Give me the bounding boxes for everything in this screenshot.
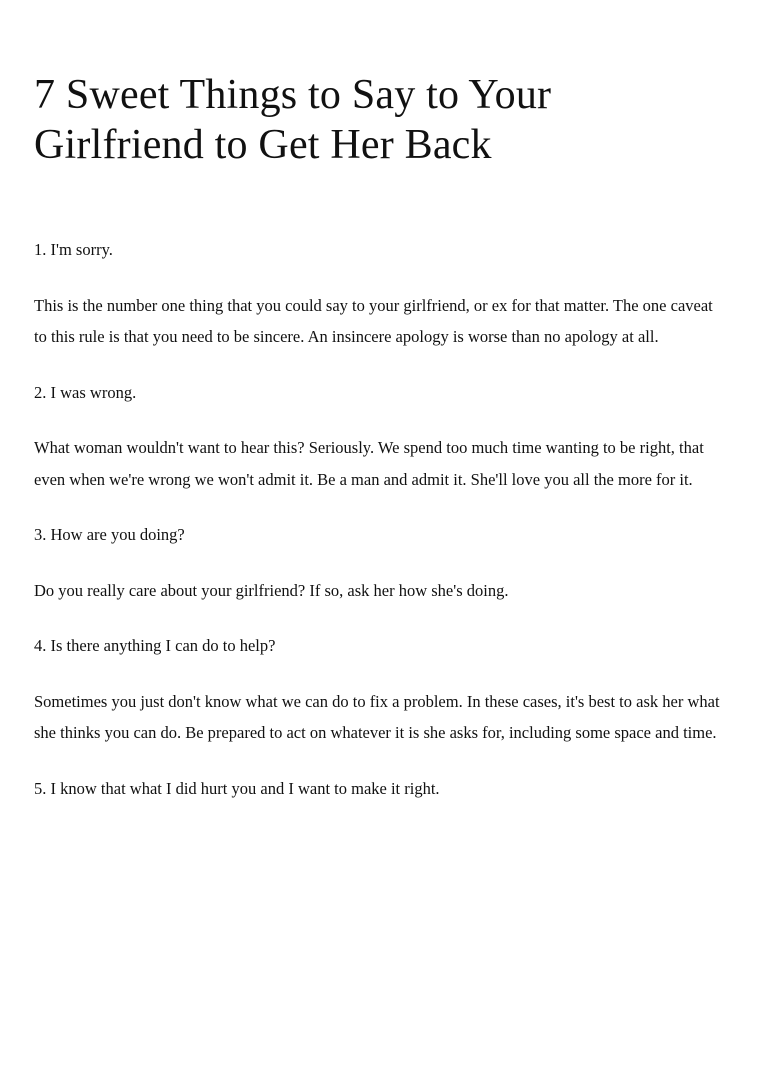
document-page [34,70,724,804]
document-content [34,234,724,804]
item-body: Do you really care about your girlfriend? If so, ask her how she's doing. [34,580,509,600]
item-heading: 5. I know that what I did hurt you and I want to make it right. [34,778,440,798]
document-title [34,70,724,170]
item-heading: 3. How are you doing? [34,525,185,544]
item-body: What woman wouldn't want to hear this? Seriously. We spend too much time wanting to be right, that even when we're wrong we won't admit it. Be a man and admit it. She'll love you all the more for it. [34,438,704,489]
title-line-1: 7 Sweet Things to Say to Your [34,72,552,118]
item-heading: 2. I was wrong. [34,382,137,402]
item-heading: 1. I'm sorry. [34,240,113,259]
list-item [34,773,724,805]
title-line-2: Girlfriend to Get Her Back [34,122,492,168]
item-heading: 4. Is there anything I can do to help? [34,636,276,655]
item-body: Sometimes you just don't know what we can do to fix a problem. In these cases, it's best to ask her what she thinks you can do. Be prepared to act on whatever it is she asks for, including some space and time. [34,691,720,742]
item-body: This is the number one thing that you could say to your girlfriend, or ex for that matter. The one caveat to this rule is that you need to be sincere. An insincere apology is worse than no apology at all. [34,295,713,346]
list-item [34,519,724,606]
list-item [34,377,724,496]
list-item [34,234,724,353]
list-item [34,630,724,749]
